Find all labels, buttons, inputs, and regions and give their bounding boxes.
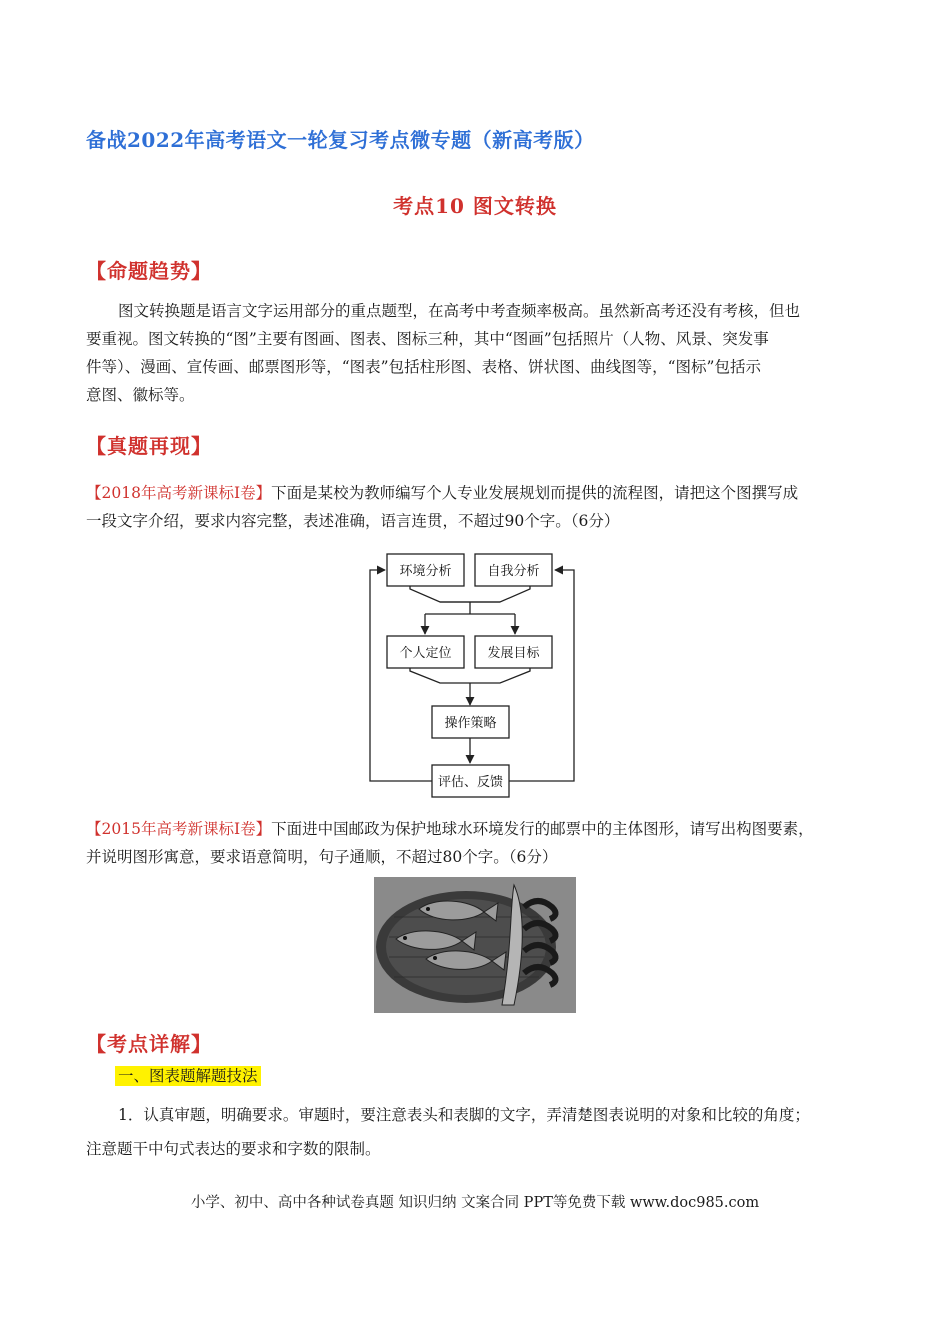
flow-node-self: 自我分析 (487, 564, 540, 579)
detail-subheading-wrap (115, 1064, 261, 1086)
flow-node-position: 个人定位 (399, 646, 452, 661)
flow-node-strategy: 操作策略 (444, 716, 497, 731)
question-2-source: 【2015年高考新课标Ⅰ卷】 (86, 820, 272, 838)
question-1-text: 下面是某校为教师编写个人专业发展规划而提供的流程图，请把这个图撰写成 (271, 484, 799, 502)
question-2 (86, 815, 886, 871)
detail-point-1 (86, 1098, 886, 1166)
question-1 (86, 479, 886, 535)
section-title: 考点10 图文转换 (393, 194, 557, 218)
flowchart (360, 545, 590, 805)
trend-paragraph (86, 297, 876, 409)
exam-heading: 【真题再现】 (86, 434, 212, 458)
detail-point-1-line2: 注意题干中句式表达的要求和字数的限制。 (86, 1140, 381, 1158)
flow-node-env: 环境分析 (399, 564, 452, 579)
footer-text: 小学、初中、高中各种试卷真题 知识归纳 文案合同 PPT等免费下载 www.doc985.com (190, 1195, 760, 1211)
detail-subheading: 一、图表题解题技法 (115, 1066, 261, 1086)
stamp-image (374, 877, 576, 1013)
trend-line: 件等）、漫画、宣传画、邮票图形等，“图表”包括柱形图、表格、饼状图、曲线图等，“图标”包括示 (86, 358, 761, 376)
detail-heading: 【考点详解】 (86, 1032, 212, 1056)
document-title: 备战2022年高考语文一轮复习考点微专题（新高考版） (86, 128, 595, 152)
trend-line: 意图、徽标等。 (86, 386, 195, 404)
question-1-line1 (86, 479, 886, 507)
question-2-line1 (86, 815, 886, 843)
question-2-text: 下面进中国邮政为保护地球水环境发行的邮票中的主体图形，请写出构图要素， (271, 820, 814, 838)
question-1-line2: 一段文字介绍，要求内容完整，表述准确，语言连贯，不超过90个字。（6分） (86, 512, 620, 530)
flow-node-goal: 发展目标 (487, 646, 540, 661)
trend-line: 图文转换题是语言文字运用部分的重点题型，在高考中考查频率极高。虽然新高考还没有考核，但也 (118, 302, 801, 320)
question-1-source: 【2018年高考新课标Ⅰ卷】 (86, 484, 272, 502)
detail-point-1-line1: 1．认真审题，明确要求。审题时，要注意表头和表脚的文字，弄清楚图表说明的对象和比较的角度； (118, 1106, 810, 1124)
question-2-line2: 并说明图形寓意，要求语意简明，句子通顺，不超过80个字。（6分） (86, 848, 558, 866)
flow-node-feedback: 评估、反馈 (437, 775, 504, 790)
trend-heading: 【命题趋势】 (86, 259, 212, 283)
trend-line: 要重视。图文转换的“图”主要有图画、图表、图标三种，其中“图画”包括照片（人物、风景、突发事 (86, 330, 769, 348)
